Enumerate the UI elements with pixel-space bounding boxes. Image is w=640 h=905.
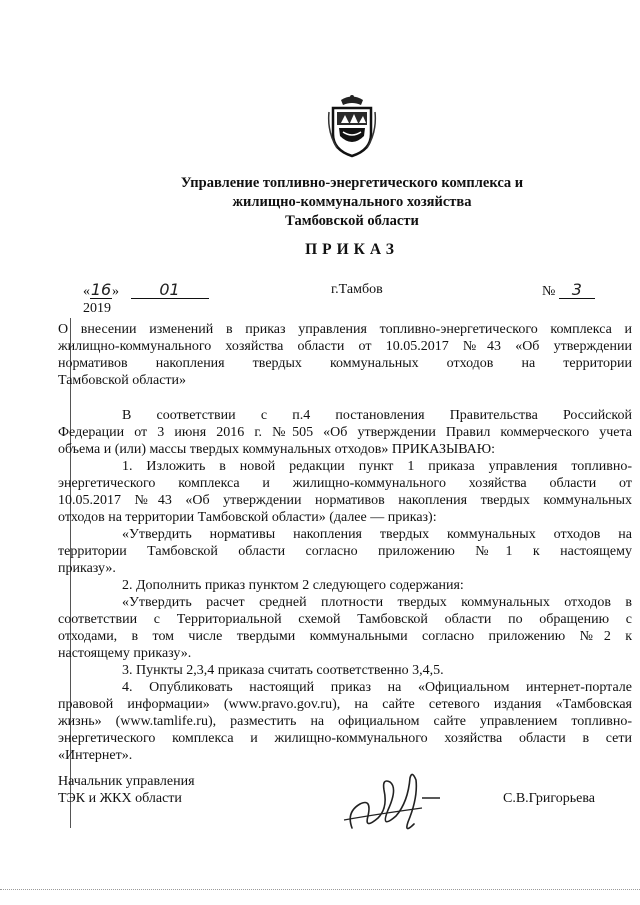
body-line-14: отходами, в том числе твердыми коммунальными согласно приложению №2 к [58,629,632,644]
date-quote-close: » [112,284,119,299]
document-title: ПРИКАЗ [305,241,399,258]
body-line-19: жизнь» (www.tamlife.ru), разместить на официальном сайте управлением топливно- [58,714,632,729]
body-line-1: В соответствии с п.4 постановления Правительства Российской [122,408,632,423]
date-year: 2019 [83,301,111,316]
number-value: 3 [559,281,595,299]
body-line-6: 10.05.2017 №43 «Об утверждении нормативов накопления твердых коммунальных [58,493,632,508]
signatory-position-line-1: Начальник управления [58,774,195,789]
subject-line-2: жилищно-коммунального хозяйства области от 10.05.2017 №43 «Об утверждении [58,339,632,354]
body-line-16: 3. Пункты 2,3,4 приказа считать соответственно 3,4,5. [122,663,444,678]
signatory-position-line-2: ТЭК и ЖКХ области [58,791,182,806]
body-line-17: 4. Опубликовать настоящий приказ на «Официальном интернет-портале [122,680,632,695]
body-line-7: отходов на территории Тамбовской области» (далее — приказ): [58,510,437,525]
date-quote-open: « [83,284,90,299]
body-line-21: «Интернет». [58,748,133,763]
signatory-name: С.В.Григорьева [503,791,596,806]
org-name-line-1: Управление топливно-энергетического комплекса и [180,175,524,191]
document-city: г.Тамбов [331,282,383,297]
handwritten-signature-icon [338,768,442,842]
document-date [83,281,233,317]
body-line-13: соответствии с Территориальной схемой Тамбовской области по обращению с [58,612,632,627]
body-line-9: территории Тамбовской области согласно приложению №1 к настоящему [58,544,632,559]
body-line-4: 1. Изложить в новой редакции пункт 1 приказа управления топливно- [122,459,632,474]
subject-line-3: нормативов накопления твердых коммунальных отходов на территории [58,356,632,371]
number-label: № [542,284,556,299]
date-day: 16 [90,280,112,299]
scan-edge-divider [0,889,640,890]
coat-of-arms-icon [327,92,377,158]
body-line-18: правовой информации» (www.pravo.gov.ru), на сайте сетевого издания «Тамбовская [58,697,632,712]
body-line-3: объема и (или) массы твердых коммунальных отходов» ПРИКАЗЫВАЮ: [58,442,496,457]
subject-line-4: Тамбовской области» [58,373,187,388]
body-line-8: «Утвердить нормативы накопления твердых коммунальных отходов на [122,527,632,542]
body-line-20: энергетического комплекса и жилищно-коммунального хозяйства области в сети [58,731,632,746]
org-name-line-3: Тамбовской области [285,213,419,229]
body-line-12: «Утвердить расчет средней плотности твердых коммунальных отходов в [122,595,632,610]
body-line-5: энергетического комплекса и жилищно-коммунального хозяйства области от [58,476,632,491]
body-line-2: Федерации от 3 июня 2016 г. №505 «Об утверждении Правил коммерческого учета [58,425,632,440]
body-line-11: 2. Дополнить приказ пунктом 2 следующего содержания: [122,578,464,593]
body-line-10: приказу». [58,561,116,576]
date-month: 01 [131,281,209,299]
org-name-line-2: жилищно-коммунального хозяйства [232,194,472,210]
subject-line-1: О внесении изменений в приказ управления топливно-энергетического комплекса и [58,322,632,337]
document-number [542,281,595,300]
body-line-15: настоящему приказу». [58,646,192,661]
